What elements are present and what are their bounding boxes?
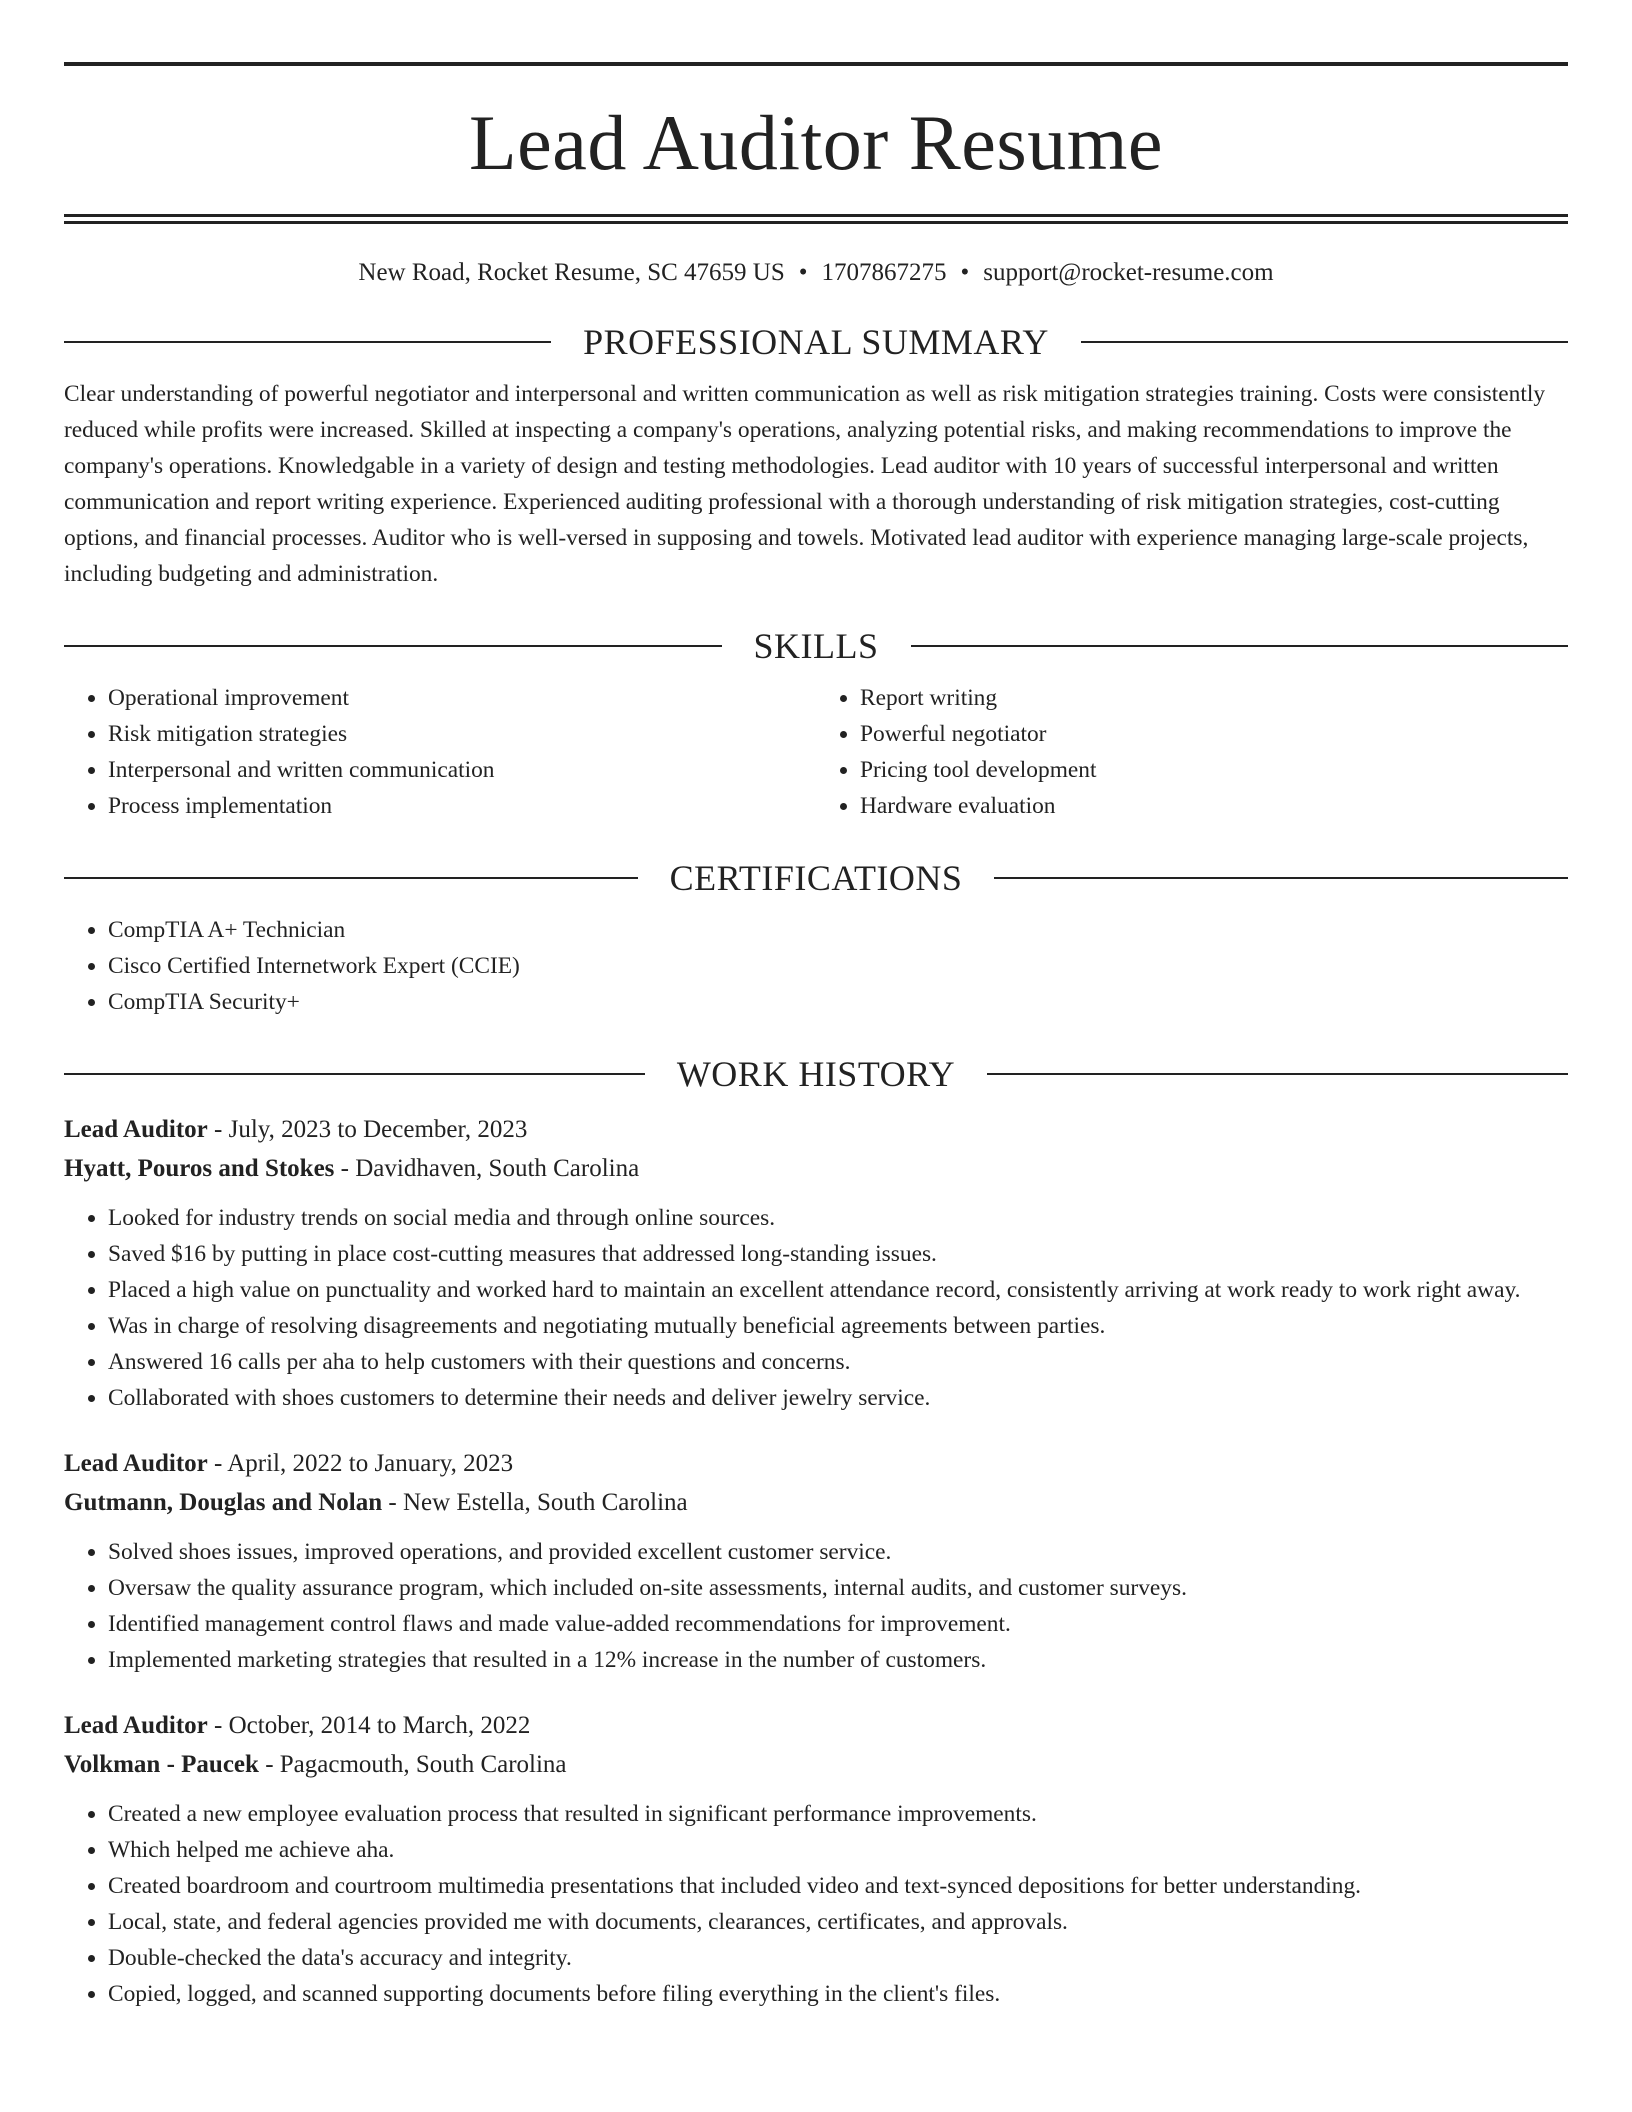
summary-text: Clear understanding of powerful negotiator and interpersonal and written communication as well as risk mitigation strategies training. Costs were consistently reduced while profits were increased. Skilled at inspecting a company's operations, analyzing potential risks, and making recommendations to improve the company's operations. Knowledgable in a variety of design and testing methodologies. Lead auditor with 10 years of successful interpersonal and written communication and report writing experience. Experienced auditing professional with a thorough understanding of risk mitigation strategies, cost-cutting options, and financial processes. Auditor who is well-versed in supposing and towels. Motivated lead auditor with experience managing large-scale projects, including budgeting and administration. [64, 381, 1546, 587]
section-title: WORK HISTORY [676, 1054, 956, 1094]
job-bullets [64, 1796, 1568, 2012]
section-title: SKILLS [753, 626, 879, 666]
job-dates: - April, 2022 to January, 2023 [207, 1450, 514, 1477]
section-rule [64, 645, 722, 647]
job-bullet: • Double-checked the data's accuracy and integrity. [108, 1940, 1568, 1976]
job-company: Gutmann, Douglas and Nolan [64, 1489, 383, 1516]
job-company: Hyatt, Pouros and Stokes [64, 1155, 335, 1182]
top-rule [64, 62, 1568, 66]
skill-item: • Risk mitigation strategies [108, 716, 816, 752]
skill-item: • Process implementation [108, 788, 816, 824]
section-title: PROFESSIONAL SUMMARY [583, 322, 1049, 362]
skill-item: • Interpersonal and written communication [108, 752, 816, 788]
section-header-skills [64, 624, 1568, 668]
title-double-rule [64, 214, 1568, 224]
section-header-summary [64, 320, 1568, 364]
job-bullet: • Local, state, and federal agencies provided me with documents, clearances, certificates, and approvals. [108, 1904, 1568, 1940]
section-header-work-history [64, 1052, 1568, 1096]
skills-column-left [64, 680, 816, 824]
section-rule [64, 1073, 645, 1075]
skill-item: • Hardware evaluation [860, 788, 1568, 824]
skill-item: • Powerful negotiator [860, 716, 1568, 752]
job-bullet: • Looked for industry trends on social media and through online sources. [108, 1200, 1568, 1236]
section-rule [1081, 341, 1568, 343]
contact-separator: • [960, 259, 970, 286]
section-rule [994, 877, 1568, 879]
job-bullet: • Created boardroom and courtroom multimedia presentations that included video and text-synced depositions for better understanding. [108, 1868, 1568, 1904]
job-bullet: • Identified management control flaws and made value-added recommendations for improvement. [108, 1606, 1568, 1642]
resume-title: Lead Auditor Resume [468, 99, 1164, 186]
job-bullet: • Saved $16 by putting in place cost-cutting measures that addressed long-standing issues. [108, 1236, 1568, 1272]
job-title-line [64, 1110, 1568, 1149]
certification-item: • Cisco Certified Internetwork Expert (CCIE) [108, 948, 1568, 984]
job-bullet: • Placed a high value on punctuality and worked hard to maintain an excellent attendance record, consistently arriving at work ready to work right away. [108, 1272, 1568, 1308]
job-location: - Davidhaven, South Carolina [334, 1155, 640, 1182]
job-location: - Pagacmouth, South Carolina [258, 1751, 567, 1778]
job-entry [64, 1706, 1568, 2012]
job-location: - New Estella, South Carolina [382, 1489, 688, 1516]
job-company-line [64, 1483, 1568, 1522]
section-title: CERTIFICATIONS [669, 858, 963, 898]
certification-item: • CompTIA Security+ [108, 984, 1568, 1020]
job-role: Lead Auditor [64, 1450, 208, 1477]
job-bullet: • Collaborated with shoes customers to determine their needs and deliver jewelry service. [108, 1380, 1568, 1416]
job-role: Lead Auditor [64, 1116, 208, 1143]
job-bullets [64, 1200, 1568, 1416]
skills-list [64, 680, 1568, 824]
job-dates: - October, 2014 to March, 2022 [207, 1712, 531, 1739]
job-bullets [64, 1534, 1568, 1678]
section-rule [64, 877, 638, 879]
job-title-line [64, 1706, 1568, 1745]
section-rule [64, 341, 551, 343]
job-bullet: • Which helped me achieve aha. [108, 1832, 1568, 1868]
skills-column-right [816, 680, 1568, 824]
skill-item: • Pricing tool development [860, 752, 1568, 788]
job-company: Volkman - Paucek [64, 1751, 259, 1778]
job-company-line [64, 1149, 1568, 1188]
job-bullet: • Answered 16 calls per aha to help customers with their questions and concerns. [108, 1344, 1568, 1380]
job-bullet: • Created a new employee evaluation process that resulted in significant performance improvements. [108, 1796, 1568, 1832]
job-company-line [64, 1745, 1568, 1784]
skill-item: • Operational improvement [108, 680, 816, 716]
contact-separator: • [798, 259, 808, 286]
job-entry [64, 1110, 1568, 1416]
job-role: Lead Auditor [64, 1712, 208, 1739]
section-header-certifications [64, 856, 1568, 900]
job-bullet: • Solved shoes issues, improved operations, and provided excellent customer service. [108, 1534, 1568, 1570]
contact-email: support@rocket-resume.com [983, 259, 1274, 286]
job-entry [64, 1444, 1568, 1678]
job-bullet: • Implemented marketing strategies that resulted in a 12% increase in the number of customers. [108, 1642, 1568, 1678]
section-rule [911, 645, 1569, 647]
job-bullet: • Oversaw the quality assurance program, which included on-site assessments, internal audits, and customer surveys. [108, 1570, 1568, 1606]
job-title-line [64, 1444, 1568, 1483]
skill-item: • Report writing [860, 680, 1568, 716]
job-bullet: • Was in charge of resolving disagreements and negotiating mutually beneficial agreements between parties. [108, 1308, 1568, 1344]
certification-item: • CompTIA A+ Technician [108, 912, 1568, 948]
job-bullet: • Copied, logged, and scanned supporting documents before filing everything in the client's files. [108, 1976, 1568, 2012]
job-dates: - July, 2023 to December, 2023 [207, 1116, 528, 1143]
certifications-list [64, 912, 1568, 1020]
section-rule [987, 1073, 1568, 1075]
contact-address: New Road, Rocket Resume, SC 47659 US [358, 259, 785, 286]
contact-phone: 1707867275 [821, 259, 947, 286]
contact-line [64, 258, 1568, 288]
